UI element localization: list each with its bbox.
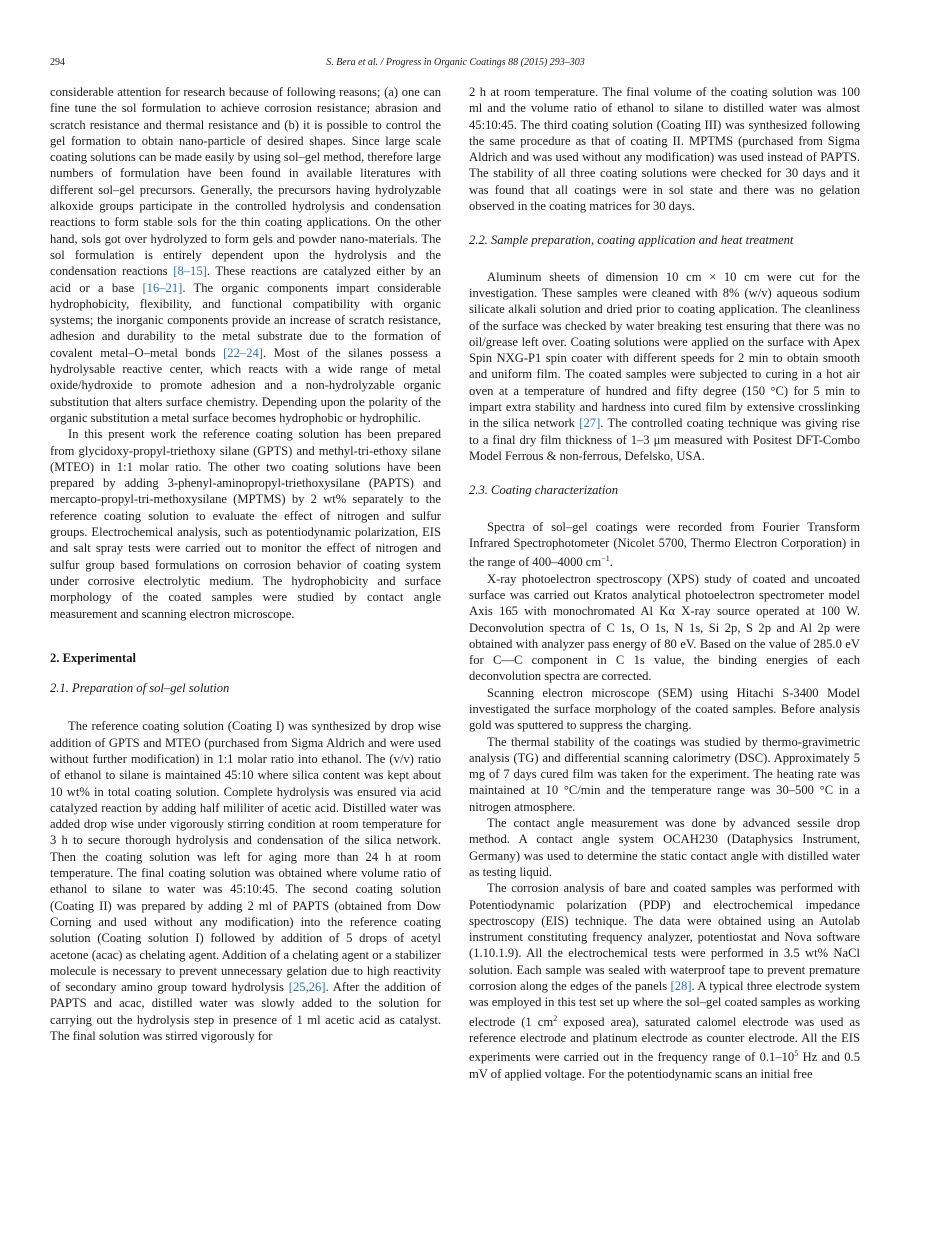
corrosion-paragraph: The corrosion analysis of bare and coated samples was performed with Potentiodynamic polarization (PDP) and electrochemical impedance spectroscopy (EIS) technique. The data were obtained using an Autolab instrument constituting frequency analyzer, potentiostat and Nova software (1.10.1.9). All the electrochemical tests were performed in 3.5 wt% NaCl solution. Each sample was sealed with waterproof tape to prevent premature corrosion along the edges of the panels [28]. A typical three electrode system was employed in this test set up where the sol–gel coated samples as working electrode (1 $cm^2$ exposed area), saturated calomel electrode was used as reference electrode and platinum electrode as counter electrode. All the EIS experiments were carried out in the frequency range of $0.1-10^5$ Hz and 0.5 mV of applied voltage. For the potentiodynamic scans an initial free — [469, 881, 861, 1081]
ftir-paragraph: Spectra of sol–gel coatings were recorded from Fourier Transform Infrared Spectrophotometer (Nicolet 5700, Thermo Electron Corporation) in the range of 400–4000 $cm^{-1}$. — [469, 519, 860, 570]
running-title: S. Bera et al. / Progress in Organic Coatings 88 (2015) 293–303 — [326, 57, 585, 68]
citation-link[interactable]: [22–24] — [223, 345, 263, 360]
sample-preparation-paragraph: Aluminum sheets of dimension 10 cm × 10 cm were cut for the investigation. These samples were cleaned with 8% (w/v) aqueous sodium silicate alkali solution and dried prior to coating application. The cleanliness of the surface was checked by water breaking test ensuring that there was no oil/grease left over. Coating solutions were applied on the surface with Apex Spin NXG-P1 spin coater with different speeds for 2 min to obtain smooth and uniform film. The coated samples were subjected to curing in a hot air oven at a temperature of hundred and fifty degree (150 °C) for 5 min to impart extra stability and hardness into cured film by extensive crosslinking in the silica network [27]. The controlled coating technique was giving rise to a final dry film thickness of 1–3 μm measured with Positest DFT-Combo Model Ferrous & non-ferrous, Defelsko, USA. — [469, 269, 860, 463]
section-heading-experimental: 2. Experimental — [50, 650, 137, 665]
preparation-paragraph-continued: 2 h at room temperature. The final volume of the coating solution was 100 ml and the volume ratio of ethanol to silane to distilled water was almost 45:10:45. The third coating solution (Coating III) was synthesized following the same procedure as that of coating II. MPTMS (purchased from Sigma Aldrich and was used without any modification) was used instead of PAPTS. The stability of all three coating solutions were checked for 30 days and it was found that all coatings were in sol state and there was no gelation observed in the coating matrices for 30 days. — [469, 85, 860, 214]
sem-paragraph: Scanning electron microscope (SEM) using Hitachi S-3400 Model investigated the surface morphology of the coated samples. Before analysis gold was sputtered to suppress the charging. — [469, 685, 860, 733]
xps-paragraph: X-ray photoelectron spectroscopy (XPS) study of coated and uncoated surface was carried out Kratos analytical photoelectron spectrometer model Axis 165 with monochromated Al Kα X-ray source operated at 100 W. Deconvolution spectra of C 1s, O 1s, N 1s, Si 2p, S 2p and Al 2p were obtained with analyzer pass energy of 80 eV. Based on the value of 285.0 eV for C—C component in C 1s value, the binding energies of each deconvolution spectra are corrected. — [469, 571, 860, 684]
intro-paragraph-continued: considerable attention for research because of following reasons; (a) one can fine tune the sol formulation to achieve corrosion resistance; abrasion and scratch resistance and thermal resistance and (b) it is possible to control the gel formation to obtain nano-particle of desired shapes. Since large scale coating solutions can be made easily by using sol–gel method, therefore large numbers of formulation have been found in available literatures with different sol–gel precursors. Generally, the precursors having hydrolyzable alkoxide groups participate in the controlled hydrolysis and condensation reactions to form stable sols for the thin coating applications. On the other hand, sols got over hydrolyzed to form gels and powder nano-materials. The sol formulation is entirely dependent upon the hydrolysis and the condensation reactions [8–15]. These reactions are catalyzed either by an acid or a base [16–21]. The organic components impart considerable hydrophobicity, flexibility, and functional compatibility with organic systems; the inorganic components provide an increase of scratch resistance, adhesion and durability to the metal substrate due to the formation of covalent metal–O–metal bonds [22–24]. Most of the silanes possess a hydrolysable reactive center, which reacts with a wide range of metal oxide/hydroxide to promote adhesion and a non-hydrolyzable organic substitution that alters surface chemistry. Depending upon the polarity of the organic substitution a metal surface becomes hydrophobic or hydrophilic. — [50, 85, 441, 425]
preparation-paragraph: The reference coating solution (Coating I) was synthesized by drop wise addition of GPTS and MTEO (purchased from Sigma Aldrich and were used without further modification) in 1:1 molar ratio into ethanol. The (v/v) ratio of ethanol to silane is maintained 45:10 where silica content was kept about 10 wt% in total coating solution. Complete hydrolysis was ensured via acid catalyzed reaction by adding half mililiter of acetic acid. Distilled water was added drop wise under vigorously stirring condition at room temperature for 3 h to secure thorough hydrolysis and condensation of the silica network. Then the coating solution was left for aging more than 24 h at room temperature. The final coating solution was obtained where volume ratio of ethanol to silane to water was 45:10:45. The second coating solution (Coating II) was prepared by adding 2 ml of PAPTS (obtained from Dow Corning and used without any modification) into the reference coating solution (Coating solution I) followed by addition of 5 drops of acetyl acetone (acac) as chelating agent. Addition of a chelating agent or a stabilizer molecule is necessary to prevent unnecessary gelation due to high reactivity of secondary amino group toward hydrolysis [25,26]. After the addition of PAPTS and acac, distilled water was slowly added to the solution for carrying out the hydrolysis step in presence of 1 ml acetic acid as catalyst. The final solution was stirred vigorously for — [50, 719, 441, 1044]
subsection-heading-2-2: 2.2. Sample preparation, coating application and heat treatment — [469, 233, 794, 248]
citation-link[interactable]: [28] — [670, 979, 692, 994]
citation-link[interactable]: [8–15] — [173, 264, 207, 279]
page-number: 294 — [50, 57, 65, 68]
citation-link[interactable]: [25,26] — [288, 980, 326, 995]
page-header — [50, 56, 861, 70]
left-column — [50, 84, 441, 1044]
contact-angle-paragraph: The contact angle measurement was done by advanced sessile drop method. A contact angle system OCAH230 (Dataphysics Instrument, Germany) was used to determine the static contact angle with distilled water as testing liquid. — [469, 816, 860, 879]
citation-link[interactable]: [16–21] — [142, 280, 183, 295]
subsection-heading-2-3: 2.3. Coating characterization — [469, 483, 619, 498]
right-column — [469, 84, 860, 1082]
subsection-heading-2-1: 2.1. Preparation of sol–gel solution — [50, 681, 230, 696]
thermal-paragraph: The thermal stability of the coatings was studied by thermo-gravimetric analysis (TG) and differential scanning calorimetry (DSC). Approximately 5 mg of 7 days cured film was taken for the experiment. The heating rate was maintained at 10 °C/min and the temperature range was 30–500 °C in a nitrogen atmosphere. — [469, 734, 860, 814]
intro-paragraph-present-work: In this present work the reference coating solution has been prepared from glycidoxy-propyl-triethoxy silane (GPTS) and methyl-tri-ethoxy silane (MTEO) in 1:1 molar ratio. The other two coating solutions have been prepared by adding 3-phenyl-aminopropyl-triethoxysilane (PAPTS) and mercapto-propyl-tri-methoxysilane (MPTMS) by 2 wt% separately to the reference coating solution to evaluate the effect of nitrogen and sulfur groups. Electrochemical analysis, such as potentiodynamic polarization, EIS and salt spray tests were carried out to monitor the effect of nitrogen and sulfur group based formulations on corrosion behavior of coating system under corrosive electrolytic medium. The hydrophobicity and surface morphology of the coated samples were studied by contact angle measurement and scanning electron microscope. — [50, 427, 441, 621]
citation-link[interactable]: [27] — [579, 416, 601, 431]
